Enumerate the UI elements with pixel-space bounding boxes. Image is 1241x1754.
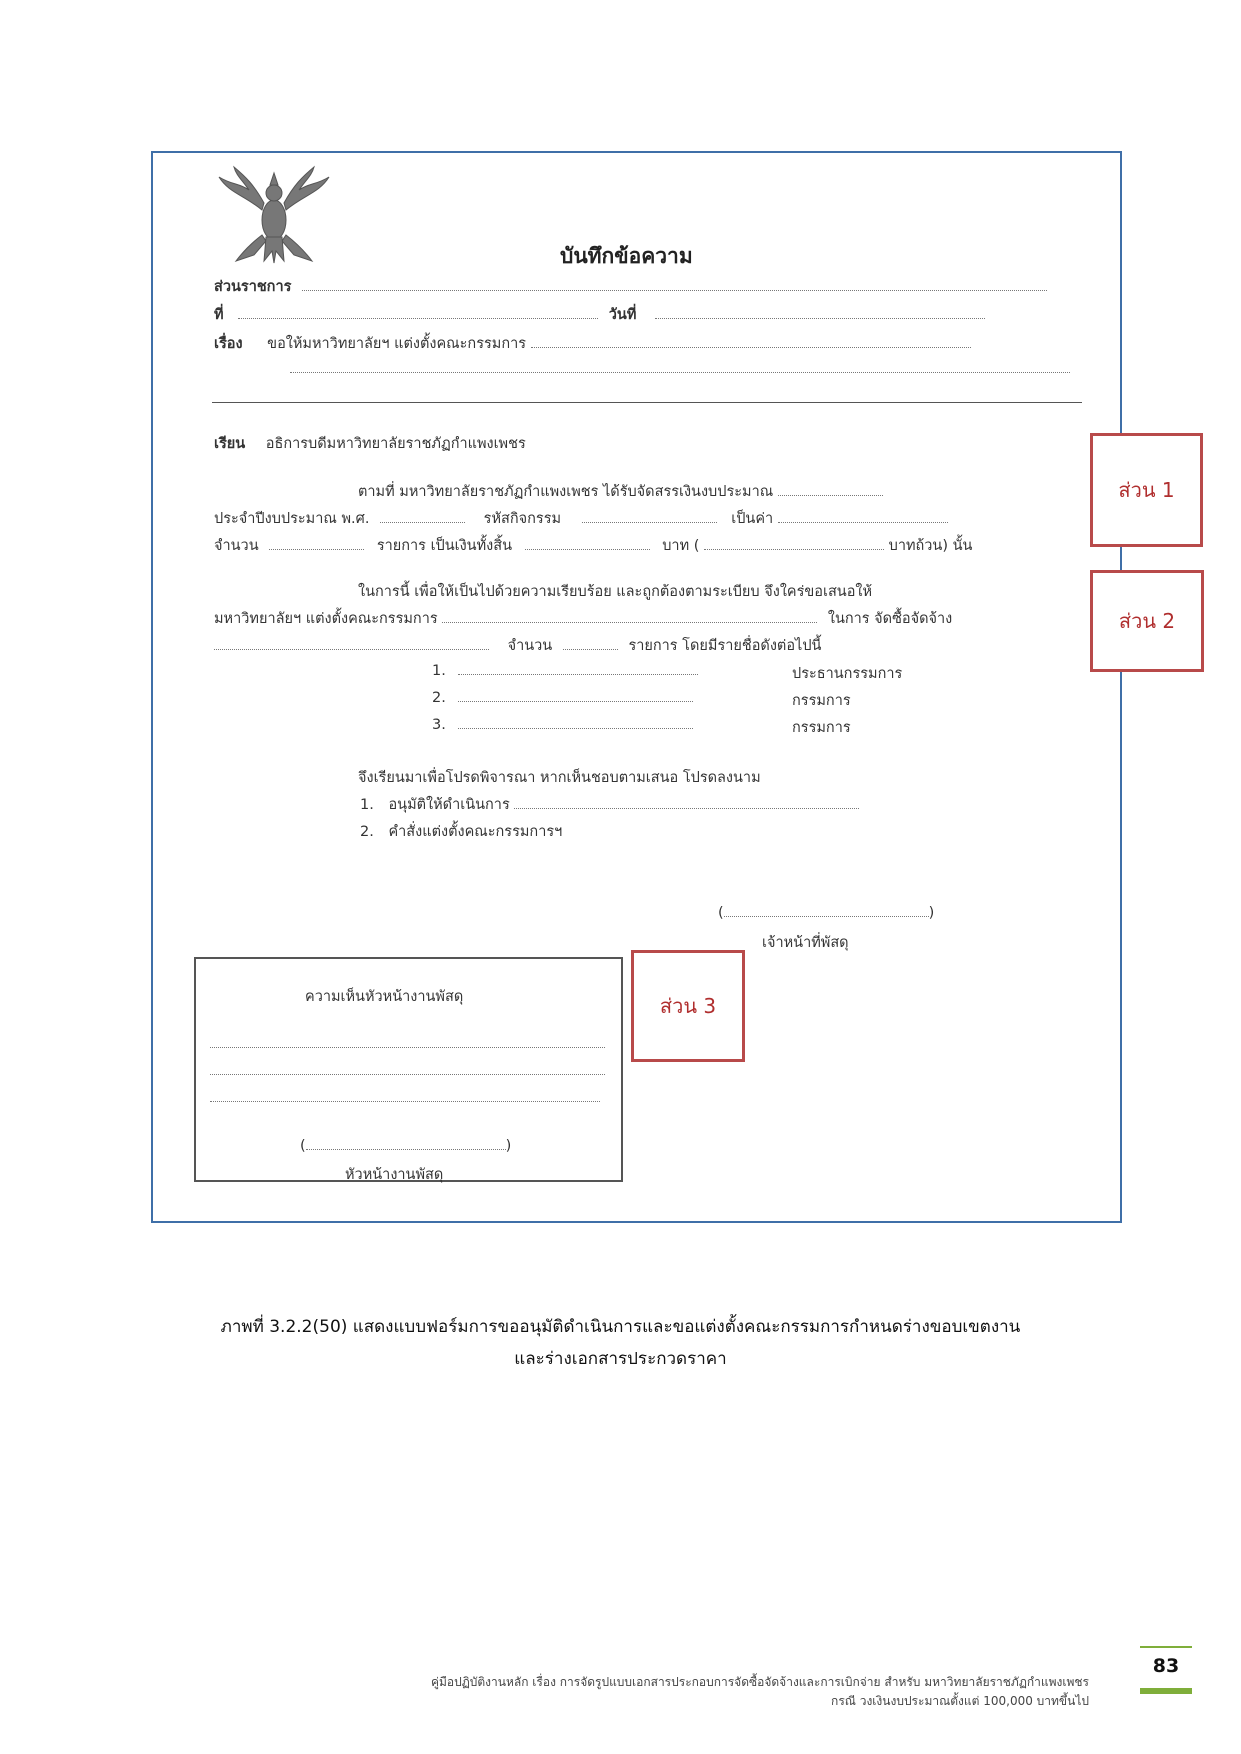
- committee-row-2: [432, 689, 693, 706]
- signature-line: [718, 904, 934, 921]
- head-box-title: ความเห็นหัวหน้างานพัสดุ: [305, 989, 464, 1005]
- p2-item-dots: [214, 637, 489, 650]
- committee-num: 1.: [432, 663, 446, 679]
- opinion-dots: [210, 1062, 605, 1075]
- opinion-line-3: [210, 1089, 600, 1106]
- agency-field: [214, 275, 1047, 298]
- page-number: 83: [1152, 1655, 1180, 1677]
- ref-field: [214, 303, 985, 326]
- p1-line3-b: รายการ เป็นเงินทั้งสิ้น: [376, 538, 512, 554]
- p1-line2-b: รหัสกิจกรรม: [483, 511, 562, 527]
- sig-dots: [724, 904, 929, 917]
- committee-num: 3.: [432, 717, 446, 733]
- subject-label: เรื่อง: [214, 336, 243, 352]
- closing-text: จึงเรียนมาเพื่อโปรดพิจารณา หากเห็นชอบตามเสนอ โปรดลงนาม: [358, 770, 761, 786]
- memo-title: บันทึกข้อความ: [560, 244, 693, 268]
- head-signature-line: [300, 1137, 511, 1154]
- agency-label: ส่วนราชการ: [214, 279, 292, 295]
- request-2: [360, 820, 562, 843]
- callout-part-3: ส่วน 3: [631, 950, 745, 1062]
- agency-dots: [302, 278, 1047, 291]
- subject-dots-2: [290, 360, 1070, 373]
- committee-dots: [458, 716, 693, 729]
- footer-line-1: คู่มือปฏิบัติงานหลัก เรื่อง การจัดรูปแบบเอกสารประกอบการจัดซื้อจัดจ้างและการเบิกจ่าย สำหรับ มหาวิทยาลัยราชภัฏกำแพงเพชร: [430, 1675, 1089, 1689]
- sig-close: ): [928, 905, 935, 921]
- ref-dots: [238, 306, 598, 319]
- opinion-dots: [210, 1089, 600, 1102]
- sig-open: (: [718, 905, 724, 921]
- p2-line3: [214, 634, 821, 657]
- request-dots: [514, 796, 859, 809]
- garuda-emblem-icon: [214, 165, 334, 265]
- subject-cont: [290, 360, 1070, 377]
- committee-num: 2.: [432, 690, 446, 706]
- p1-line2: [214, 507, 948, 530]
- p1-year-dots: [380, 510, 465, 523]
- request-text: คำสั่งแต่งตั้งคณะกรรมการฯ: [388, 824, 563, 840]
- p2-line2-b: ในการ จัดซื้อจัดจ้าง: [827, 611, 953, 627]
- p1-words-dots: [704, 537, 884, 550]
- callout-part-1: ส่วน 1: [1090, 433, 1203, 547]
- p2-line3-a: จำนวน: [507, 638, 553, 654]
- p1-line3-d: บาทถ้วน) นั้น: [888, 538, 973, 554]
- head-signer-title: หัวหน้างานพัสดุ: [345, 1167, 444, 1183]
- figure-caption-line-2: และร่างเอกสารประกวดราคา: [514, 1349, 727, 1369]
- p2-line3-b: รายการ โดยมีรายชื่อดังต่อไปนี้: [628, 638, 822, 654]
- committee-dots: [458, 662, 698, 675]
- p1-code-dots: [582, 510, 717, 523]
- request-num: 2.: [360, 824, 374, 840]
- p2-qty-dots: [563, 637, 618, 650]
- p2-line1: ในการนี้ เพื่อให้เป็นไปด้วยความเรียบร้อย และถูกต้องตามระเบียบ จึงใคร่ขอเสนอให้: [358, 584, 873, 600]
- callout-part-2: ส่วน 2: [1090, 570, 1204, 672]
- opinion-line-2: [210, 1062, 605, 1079]
- p2-line2-a: มหาวิทยาลัยฯ แต่งตั้งคณะกรรมการ: [214, 611, 438, 627]
- page-number-bar-top: [1140, 1646, 1192, 1648]
- page-number-bar-bottom: [1140, 1688, 1192, 1694]
- p1-line2-a: ประจำปีงบประมาณ พ.ศ.: [214, 511, 370, 527]
- figure-caption-line-1: ภาพที่ 3.2.2(50) แสดงแบบฟอร์มการขออนุมัติดำเนินการและขอแต่งตั้งคณะกรรมการกำหนดร่างขอบเขตงาน: [220, 1317, 1021, 1337]
- subject-text: ขอให้มหาวิทยาลัยฯ แต่งตั้งคณะกรรมการ: [267, 336, 527, 352]
- request-num: 1.: [360, 797, 374, 813]
- subject-dots: [531, 335, 971, 348]
- signer-title: เจ้าหน้าที่พัสดุ: [762, 935, 849, 951]
- committee-row-3: [432, 716, 693, 733]
- p1-line2-c: เป็นค่า: [731, 511, 774, 527]
- to-label: เรียน: [214, 436, 246, 452]
- header-divider: [212, 402, 1082, 403]
- committee-row-1: [432, 662, 698, 679]
- p1-line3-a: จำนวน: [214, 538, 259, 554]
- to-text: อธิการบดีมหาวิทยาลัยราชภัฏกำแพงเพชร: [265, 436, 526, 452]
- ref-label: ที่: [214, 307, 224, 323]
- date-dots: [655, 306, 985, 319]
- footer-line-2: กรณี วงเงินงบประมาณตั้งแต่ 100,000 บาทขึ้นไป: [831, 1694, 1089, 1708]
- p1-cost-dots: [778, 510, 948, 523]
- p1-line1: [358, 480, 883, 503]
- sig-open: (: [300, 1138, 306, 1154]
- p1-total-dots: [525, 537, 650, 550]
- p1-line3: [214, 534, 972, 557]
- sig-dots: [306, 1137, 506, 1150]
- subject-field: [214, 332, 971, 355]
- request-1: [360, 793, 859, 816]
- sig-close: ): [505, 1138, 512, 1154]
- p1-line3-c: บาท (: [662, 538, 700, 554]
- p2-line2: [214, 607, 952, 630]
- p1-dots: [778, 483, 883, 496]
- date-label: วันที่: [608, 307, 637, 323]
- opinion-dots: [210, 1035, 605, 1048]
- request-text: อนุมัติให้ดำเนินการ: [388, 797, 510, 813]
- committee-role-1: ประธานกรรมการ: [792, 666, 903, 682]
- committee-role-3: กรรมการ: [792, 720, 851, 736]
- to-field: [214, 432, 526, 455]
- committee-dots: [458, 689, 693, 702]
- opinion-line-1: [210, 1035, 605, 1052]
- p2-committee-dots: [442, 610, 817, 623]
- p1-qty-dots: [269, 537, 364, 550]
- p1-line1-text: ตามที่ มหาวิทยาลัยราชภัฏกำแพงเพชร ได้รับจัดสรรเงินงบประมาณ: [358, 484, 774, 500]
- committee-role-2: กรรมการ: [792, 693, 851, 709]
